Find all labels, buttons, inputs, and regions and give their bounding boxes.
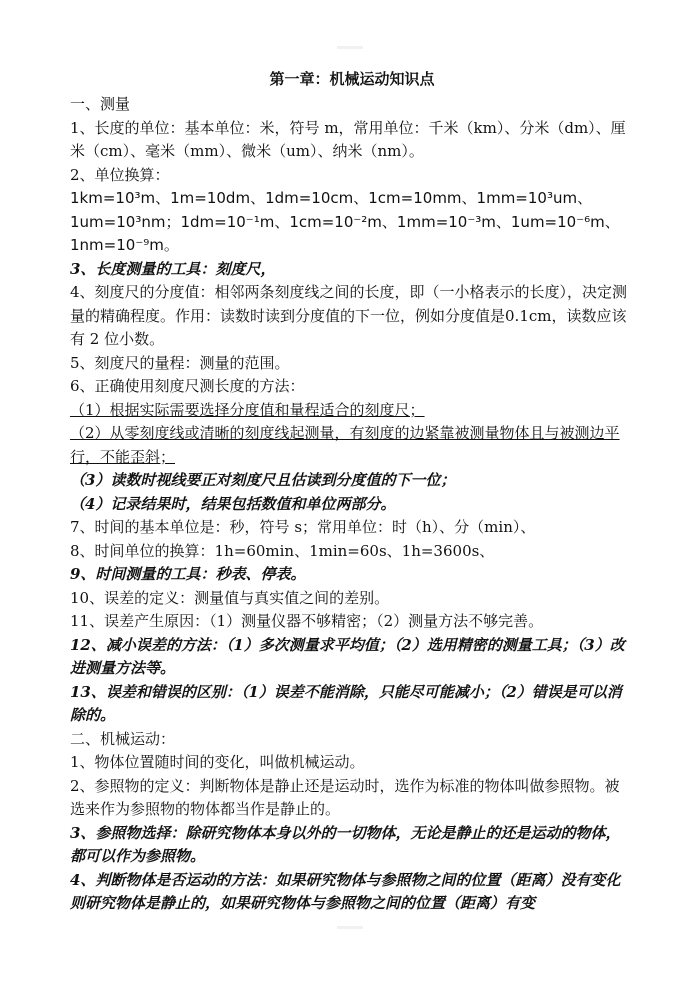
item-error-cause: 11、误差产生原因：（1）测量仪器不够精密；（2）测量方法不够完善。	[70, 612, 544, 630]
item-error-definition: 10、误差的定义：测量值与真实值之间的差别。	[70, 588, 390, 607]
method-step-4: （4）记录结果时，结果包括数值和单位两部分。	[70, 494, 396, 513]
method-step-1: （1）根据实际需要选择分度值和量程适合的刻度尺；	[70, 400, 425, 419]
item-reduce-error: 12、减小误差的方法：（1）多次测量求平均值；（2）选用精密的测量工具；（3）改进测量方法等。	[70, 635, 625, 677]
item-unit-conversion-values: 1km=10³m、1m=10dm、1dm=10cm、1cm=10mm、1mm=10³um、1um=10³nm；1dm=10⁻¹m、1cm=10⁻²m、1mm=10⁻³m、1um=10⁻⁶m、1nm=10⁻⁹m。	[70, 189, 620, 254]
motion-item-reference-choice: 3、参照物选择：除研究物体本身以外的一切物体，无论是静止的还是运动的物体，都可以作为参照物。	[70, 823, 621, 865]
item-ruler-method: 6、正确使用刻度尺测长度的方法：	[70, 377, 305, 395]
document-page	[70, 68, 634, 916]
item-ruler-division: 4、刻度尺的分度值：相邻两条刻度线之间的长度，即（一小格表示的长度），决定测量的精确程度。作用：读数时读到分度值的下一位，例如分度值是0.1cm，读数应该有 2 位小数。	[70, 283, 628, 348]
motion-item-definition: 1、物体位置随时间的变化，叫做机械运动。	[70, 753, 365, 771]
item-time-conversion: 8、时间单位的换算：1h=60min、1min=60s、1h=3600s、	[70, 541, 495, 560]
item-ruler-range: 5、刻度尺的量程：测量的范围。	[70, 353, 290, 372]
item-time-tool: 9、时间测量的工具：秒表、停表。	[70, 565, 306, 583]
motion-item-reference-definition: 2、参照物的定义：判断物体是静止还是运动时，选作为标准的物体叫做参照物。被选来作为参照物的物体都当作是静止的。	[70, 776, 620, 818]
item-length-unit-text: 1、长度的单位：基本单位：米，符号 m，常用单位：千米（km）、分米（dm）、厘米（cm）、毫米（mm）、微米（um）、纳米（nm）。	[70, 118, 626, 160]
item-unit-conversion: 2、单位换算：	[70, 165, 170, 184]
section-heading-measurement: 一、测量	[70, 95, 131, 113]
method-step-2: （2）从零刻度线或清晰的刻度线起测量，有刻度的边紧靠被测量物体且与被测边平行，不能歪斜；	[70, 424, 620, 466]
page-bottom-mark	[337, 926, 363, 929]
item-length-tool: 3、长度测量的工具：刻度尺，	[70, 259, 276, 278]
page-top-mark	[337, 46, 363, 49]
item-error-vs-mistake: 13、误差和错误的区别：（1）误差不能消除，只能尽可能减小；（2）错误是可以消除的。	[70, 682, 622, 724]
item-length-unit	[70, 117, 634, 164]
chapter-title: 第一章：机械运动知识点	[269, 70, 435, 88]
section-heading-mechanical-motion: 二、机械运动：	[70, 729, 176, 748]
method-step-3: （3）读数时视线要正对刻度尺且估读到分度值的下一位；	[70, 471, 456, 489]
motion-item-judge-method: 4、判断物体是否运动的方法：如果研究物体与参照物之间的位置（距离）没有变化则研究物体是静止的，如果研究物体与参照物之间的位置（距离）有变	[70, 870, 621, 912]
item-time-unit: 7、时间的基本单位是：秒，符号 s；常用单位：时（h）、分（min）、	[70, 518, 536, 536]
